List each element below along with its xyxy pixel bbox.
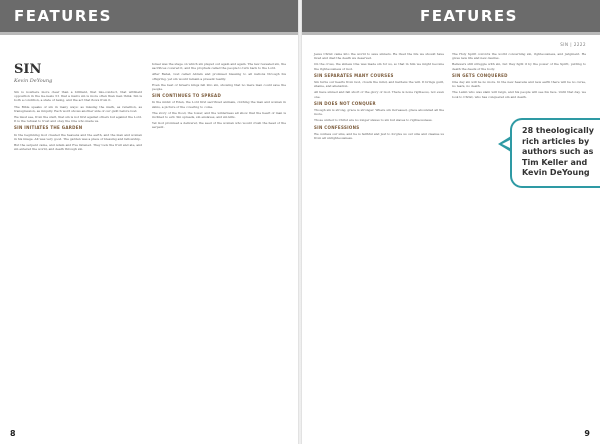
article-title: SIN <box>14 62 42 77</box>
section-heading: SIN DOES NOT CONQUER <box>314 100 376 106</box>
book-gutter <box>298 0 302 444</box>
paragraph: After Babel, God called Abram and promised blessing to all nations through his offspring, yet sin would remain a present reality. <box>152 72 286 81</box>
right-header-rule <box>300 32 600 35</box>
paragraph: Those united to Christ are no longer slaves to sin but slaves to righteousness. <box>314 118 433 123</box>
paragraph: Yet God promised a deliverer, the seed of the woman who would crush the head of the serpent. <box>152 121 286 130</box>
left-column-2 <box>152 62 286 420</box>
paragraph: Though sin is strong, grace is stronger. Where sin increased, grace abounded all the more. <box>314 108 444 117</box>
section-heading: SIN GETS CONQUERED <box>452 72 508 78</box>
paragraph: We must see, from the start, that sin is not first against others but against the Lord. It is the refusal to trust and obey the One who made us. <box>14 115 142 124</box>
paragraph: The Holy Spirit convicts the world concerning sin, righteousness, and judgment. He gives new life and new desires. <box>452 52 586 61</box>
running-head: SIN | 2222 <box>560 42 586 47</box>
paragraph: In the midst of Eden, the Lord first sacrificed animals, clothing the man and woman in skins, a picture of the covering to come. <box>152 100 286 109</box>
right-header-label: FEATURES <box>420 7 518 25</box>
left-header-rule <box>0 32 300 35</box>
paragraph: The Lamb who was slain will reign, and his people will see his face. Until that day, we look to Christ, who has conquered sin and death. <box>452 90 586 99</box>
feature-callout: 28 theologically rich articles by authors such as Tim Keller and Kevin DeYoung <box>510 118 600 188</box>
paragraph: Sin turns our hearts from God, clouds the mind, and hardens the will. It brings guilt, shame, and alienation. <box>314 80 444 89</box>
paragraph: We confess our sins, and he is faithful and just to forgive us our sins and cleanse us from all unrighteousness. <box>314 131 444 141</box>
paragraph: Israel was the stage on which sin played out again and again. The law revealed sin, the sacrifices covered it, and the prophets called the people to turn back to the Lord. <box>152 62 286 71</box>
left-column-1 <box>14 90 142 420</box>
left-header-label: FEATURES <box>14 7 112 25</box>
paragraph: Jesus Christ came into the world to save sinners. He lived the life we should have lived and died the death we deserved. <box>314 52 444 61</box>
right-column-1 <box>314 52 444 420</box>
left-header-band <box>0 0 300 32</box>
paragraph: Believers still struggle with sin, but they fight it by the power of the Spirit, putting to death the deeds of the body. <box>452 62 586 71</box>
right-page-number: 9 <box>584 429 590 438</box>
section-heading: SIN CONTINUES TO SPREAD <box>152 93 222 99</box>
paragraph: Even the best of Israel's kings fell into sin, showing that no mere man could save the people. <box>152 82 286 92</box>
right-page <box>300 0 600 444</box>
paragraph: In the beginning God created the heavens and the earth, and the man and woman in his image. All was very good. The garden was a place of blessing and fellowship. <box>14 132 142 141</box>
paragraph: The story of the flood, the tower, and the wilderness all show that the heart of man is inclined to evil. Sin spreads, sin enslaves, and sin kills. <box>152 110 286 120</box>
paragraph: On the cross, the sinless One was made sin for us, so that in him we might become the righteousness of God. <box>314 62 444 71</box>
article-author: Kevin DeYoung <box>14 78 53 84</box>
left-page-number: 8 <box>10 429 16 438</box>
right-header-band <box>300 0 600 32</box>
section-heading: SIN SEPARATES MANY COURSES <box>314 72 394 78</box>
section-heading: SIN CONFESSIONS <box>314 124 360 130</box>
paragraph: One day sin will be no more. In the new heavens and new earth there will be no curse, no tears, no death. <box>452 80 586 89</box>
right-column-2 <box>452 52 586 420</box>
section-heading: SIN INITIATES THE GARDEN <box>14 125 83 131</box>
paragraph: The Bible speaks of sin in many ways: as missing the mark, as rebellion, as transgression, as iniquity. Each word shows another side of our guilt before God. <box>14 104 142 113</box>
paragraph: Sin is nowhere more clear than a brilliant, that mis-conduct, that withheld opposition in the Ge-nesis 3:1 that a man's sin is more often than men think. Sin is both a condition, a state of being, and the act that flows from it. <box>14 90 142 103</box>
paragraph: But the serpent came, and Adam and Eve listened. They took the fruit and ate, and sin entered the world, and death through sin. <box>14 143 142 152</box>
paragraph: All have sinned and fall short of the glory of God. There is none righteous, not even one. <box>314 90 444 99</box>
